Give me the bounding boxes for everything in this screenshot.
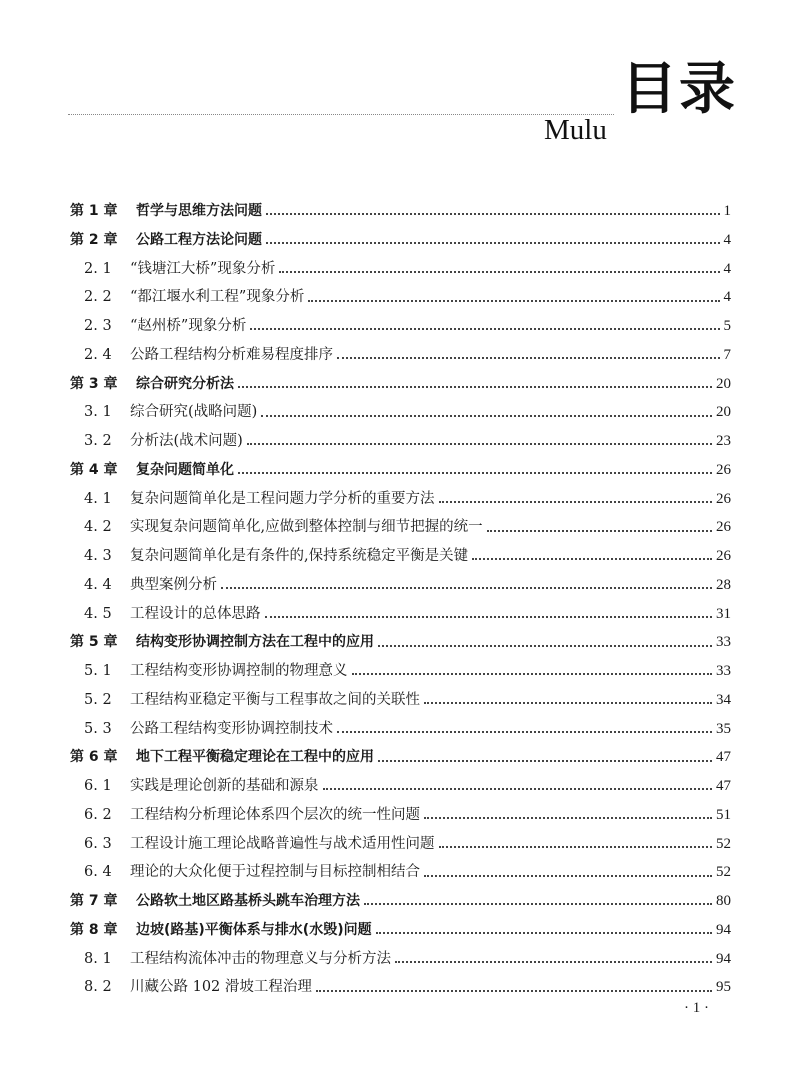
entry-page-number: 34 bbox=[716, 691, 731, 708]
entry-number: 第 8 章 bbox=[70, 921, 118, 938]
toc-chapter-entry[interactable] bbox=[70, 887, 731, 916]
dot-leader bbox=[439, 501, 713, 503]
toc-section-entry[interactable] bbox=[70, 858, 731, 887]
dot-leader bbox=[261, 415, 712, 417]
toc-title-latin: Mulu bbox=[544, 114, 607, 146]
entry-number: 4. 2 bbox=[84, 519, 112, 536]
toc-section-entry[interactable] bbox=[70, 715, 731, 744]
entry-title: 实现复杂问题简单化,应做到整体控制与细节把握的统一 bbox=[130, 519, 483, 536]
entry-number: 4. 4 bbox=[84, 576, 112, 593]
entry-number: 3. 1 bbox=[84, 404, 112, 421]
entry-title: 实践是理论创新的基础和源泉 bbox=[130, 778, 319, 794]
entry-page-number: 31 bbox=[716, 605, 731, 622]
dot-leader bbox=[337, 731, 712, 733]
entry-page-number: 94 bbox=[716, 950, 731, 967]
entry-number: 4. 1 bbox=[84, 490, 112, 507]
entry-page-number: 35 bbox=[716, 720, 731, 737]
dot-leader bbox=[337, 357, 720, 359]
toc-section-entry[interactable] bbox=[70, 600, 731, 629]
dot-leader bbox=[308, 300, 719, 302]
entry-page-number: 95 bbox=[716, 979, 731, 996]
entry-number: 3. 2 bbox=[84, 433, 112, 449]
dot-leader bbox=[378, 760, 712, 762]
entry-number: 第 3 章 bbox=[70, 375, 118, 392]
entry-number: 8. 1 bbox=[84, 950, 112, 967]
entry-title: 工程结构变形协调控制的物理意义 bbox=[130, 663, 348, 679]
entry-page-number: 4 bbox=[723, 231, 731, 248]
toc-section-entry[interactable] bbox=[70, 945, 731, 974]
entry-title: 公路工程结构分析难易程度排序 bbox=[130, 346, 333, 363]
dot-leader bbox=[250, 328, 719, 330]
entry-number: 2. 3 bbox=[84, 318, 112, 334]
entry-number: 4. 3 bbox=[84, 548, 112, 564]
entry-number: 5. 2 bbox=[84, 691, 112, 708]
toc-chapter-entry[interactable] bbox=[70, 370, 731, 399]
entry-title: 复杂问题简单化 bbox=[136, 461, 234, 478]
entry-title: 结构变形协调控制方法在工程中的应用 bbox=[136, 634, 374, 651]
entry-title: 工程设计施工理论战略普遍性与战术适用性问题 bbox=[130, 835, 435, 852]
entry-page-number: 23 bbox=[716, 433, 731, 449]
entry-page-number: 33 bbox=[716, 634, 731, 651]
toc-section-entry[interactable] bbox=[70, 657, 731, 686]
entry-title: 工程结构分析理论体系四个层次的统一性问题 bbox=[130, 806, 420, 823]
entry-page-number: 26 bbox=[716, 548, 731, 564]
toc-section-entry[interactable] bbox=[70, 485, 731, 514]
entry-number: 第 5 章 bbox=[70, 634, 118, 651]
dot-leader bbox=[364, 903, 712, 905]
entry-page-number: 80 bbox=[716, 893, 731, 909]
entry-title: 边坡(路基)平衡体系与排水(水毁)问题 bbox=[136, 921, 372, 938]
dot-leader bbox=[424, 875, 712, 877]
entry-page-number: 33 bbox=[716, 663, 731, 679]
header-rule bbox=[68, 114, 614, 115]
entry-page-number: 47 bbox=[716, 749, 731, 766]
dot-leader bbox=[238, 386, 712, 388]
entry-title: 工程结构亚稳定平衡与工程事故之间的关联性 bbox=[130, 691, 420, 708]
entry-title: 川藏公路 102 滑坡工程治理 bbox=[130, 979, 312, 996]
dot-leader bbox=[279, 271, 719, 273]
entry-page-number: 20 bbox=[716, 375, 731, 392]
entry-number: 第 4 章 bbox=[70, 461, 118, 478]
entry-number: 5. 3 bbox=[84, 720, 112, 737]
entry-page-number: 26 bbox=[716, 519, 731, 536]
entry-number: 第 7 章 bbox=[70, 893, 118, 909]
entry-page-number: 51 bbox=[716, 806, 731, 823]
entry-title: 理论的大众化便于过程控制与目标控制相结合 bbox=[130, 864, 420, 881]
entry-number: 8. 2 bbox=[84, 979, 112, 996]
dot-leader bbox=[265, 616, 713, 618]
entry-number: 5. 1 bbox=[84, 663, 112, 679]
entry-page-number: 4 bbox=[723, 289, 731, 306]
entry-page-number: 94 bbox=[716, 921, 731, 938]
toc-chapter-entry[interactable] bbox=[70, 916, 731, 945]
toc-section-entry[interactable] bbox=[70, 686, 731, 715]
entry-page-number: 47 bbox=[716, 778, 731, 794]
entry-title: 典型案例分析 bbox=[130, 576, 217, 593]
dot-leader bbox=[352, 673, 713, 675]
dot-leader bbox=[266, 213, 720, 215]
toc-section-entry[interactable] bbox=[70, 571, 731, 600]
toc-section-entry[interactable] bbox=[70, 542, 731, 571]
entry-number: 6. 2 bbox=[84, 806, 112, 823]
entry-title: “赵州桥”现象分析 bbox=[130, 318, 247, 334]
dot-leader bbox=[376, 932, 712, 934]
dot-leader bbox=[238, 472, 712, 474]
toc-section-entry[interactable] bbox=[70, 513, 731, 542]
entry-number: 6. 3 bbox=[84, 835, 112, 852]
toc-section-entry[interactable] bbox=[70, 427, 731, 456]
entry-page-number: 26 bbox=[716, 490, 731, 507]
entry-page-number: 5 bbox=[723, 318, 731, 334]
toc-section-entry[interactable] bbox=[70, 772, 731, 801]
dot-leader bbox=[424, 817, 712, 819]
entry-title: “钱塘江大桥”现象分析 bbox=[130, 260, 276, 277]
toc-section-entry[interactable] bbox=[70, 801, 731, 830]
dot-leader bbox=[247, 443, 712, 445]
dot-leader bbox=[439, 846, 713, 848]
entry-title: 地下工程平衡稳定理论在工程中的应用 bbox=[136, 749, 374, 766]
entry-page-number: 28 bbox=[716, 576, 731, 593]
entry-number: 6. 1 bbox=[84, 778, 112, 794]
entry-number: 第 6 章 bbox=[70, 749, 118, 766]
toc-section-entry[interactable] bbox=[70, 398, 731, 427]
entry-page-number: 4 bbox=[723, 260, 731, 277]
toc-section-entry[interactable] bbox=[70, 341, 731, 370]
entry-page-number: 7 bbox=[723, 346, 731, 363]
toc-section-entry[interactable] bbox=[70, 255, 731, 284]
toc-chapter-entry[interactable] bbox=[70, 628, 731, 657]
entry-title: 工程设计的总体思路 bbox=[130, 605, 261, 622]
entry-title: 工程结构流体冲击的物理意义与分析方法 bbox=[130, 950, 391, 967]
entry-number: 2. 1 bbox=[84, 260, 112, 277]
entry-title: 分析法(战术问题) bbox=[130, 433, 243, 449]
entry-number: 第 2 章 bbox=[70, 231, 118, 248]
entry-title: 公路工程结构变形协调控制技术 bbox=[130, 720, 333, 737]
toc-chapter-entry[interactable] bbox=[70, 197, 731, 226]
toc-chapter-entry[interactable] bbox=[70, 743, 731, 772]
entry-title: 综合研究(战略问题) bbox=[130, 404, 258, 421]
entry-number: 2. 4 bbox=[84, 346, 112, 363]
dot-leader bbox=[221, 587, 712, 589]
toc-title: 目录 bbox=[621, 57, 737, 122]
entry-page-number: 52 bbox=[716, 835, 731, 852]
dot-leader bbox=[424, 702, 712, 704]
entry-page-number: 1 bbox=[723, 203, 731, 219]
page-number: · 1 · bbox=[684, 1000, 709, 1016]
entry-number: 2. 2 bbox=[84, 289, 112, 306]
table-of-contents bbox=[70, 197, 731, 1002]
entry-number: 4. 5 bbox=[84, 605, 112, 622]
entry-number: 6. 4 bbox=[84, 864, 112, 881]
entry-title: 复杂问题简单化是有条件的,保持系统稳定平衡是关键 bbox=[130, 548, 469, 564]
entry-title: 综合研究分析法 bbox=[136, 375, 234, 392]
toc-section-entry[interactable] bbox=[70, 973, 731, 1002]
toc-section-entry[interactable] bbox=[70, 283, 731, 312]
toc-chapter-entry[interactable] bbox=[70, 456, 731, 485]
toc-chapter-entry[interactable] bbox=[70, 226, 731, 255]
dot-leader bbox=[378, 645, 712, 647]
toc-section-entry[interactable] bbox=[70, 830, 731, 859]
dot-leader bbox=[472, 558, 712, 560]
entry-title: “都江堰水利工程”现象分析 bbox=[130, 289, 305, 306]
dot-leader bbox=[316, 990, 712, 992]
entry-title: 复杂问题简单化是工程问题力学分析的重要方法 bbox=[130, 490, 435, 507]
dot-leader bbox=[266, 242, 720, 244]
entry-page-number: 20 bbox=[716, 404, 731, 421]
entry-title: 哲学与思维方法问题 bbox=[136, 203, 262, 219]
entry-title: 公路工程方法论问题 bbox=[136, 231, 262, 248]
toc-section-entry[interactable] bbox=[70, 312, 731, 341]
dot-leader bbox=[323, 788, 713, 790]
entry-number: 第 1 章 bbox=[70, 203, 118, 219]
dot-leader bbox=[395, 961, 712, 963]
entry-title: 公路软土地区路基桥头跳车治理方法 bbox=[136, 893, 360, 909]
entry-page-number: 26 bbox=[716, 461, 731, 478]
entry-page-number: 52 bbox=[716, 864, 731, 881]
dot-leader bbox=[487, 530, 712, 532]
